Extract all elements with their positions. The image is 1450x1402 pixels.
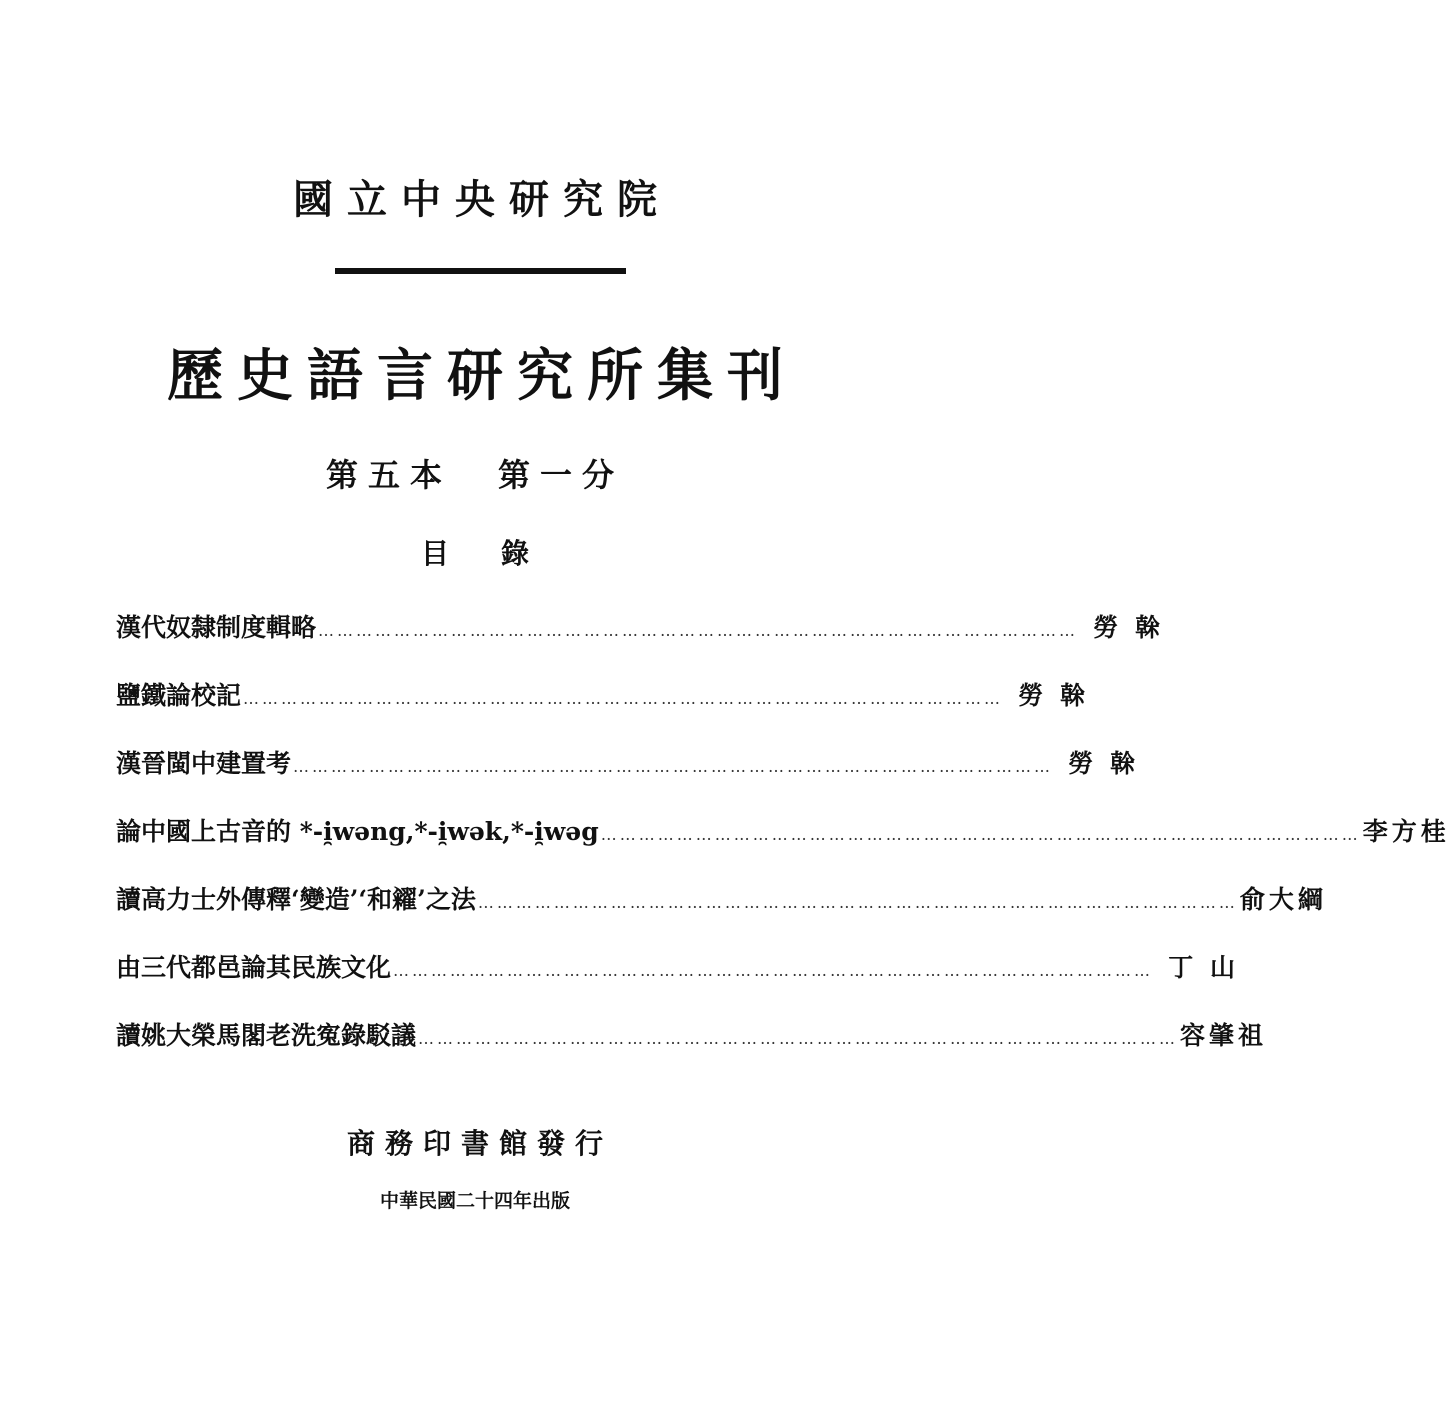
title-divider xyxy=(335,268,626,274)
toc-entry xyxy=(116,676,1090,744)
leader-dots: ………………………………………………………………………………………………………… xyxy=(600,825,1361,844)
toc-entry-title: 鹽鐵論校記 xyxy=(116,681,242,710)
toc-heading: 目錄 xyxy=(420,537,581,570)
toc-entry xyxy=(116,812,1450,880)
toc-entry-title: 讀姚大榮馬閣老洗寃錄駁議 xyxy=(116,1021,417,1050)
toc-entry xyxy=(116,608,1165,676)
publisher: 商務印書館發行 xyxy=(346,1127,613,1160)
volume-label: 第五本 xyxy=(325,456,452,494)
institution-name: 國立中央研究院 xyxy=(293,176,671,223)
toc-entry-author: 俞大綱 xyxy=(1239,885,1327,914)
toc-entry xyxy=(116,1016,1268,1084)
toc-entry-author: 李方桂 xyxy=(1362,817,1450,846)
leader-dots: ………………………………………………………………………………………………………… xyxy=(477,893,1238,912)
toc-entry-author: 容肇祖 xyxy=(1180,1021,1268,1050)
leader-dots: ………………………………………………………………………………………………………… xyxy=(243,689,1004,708)
leader-dots: ………………………………………………………………………………………………………… xyxy=(393,961,1154,980)
toc-entry-title: 讀高力士外傳釋‘變造’‘和糴’之法 xyxy=(116,885,476,914)
table-of-contents xyxy=(116,608,1450,1084)
toc-entry-title: 由三代都邑論其民族文化 xyxy=(116,953,392,982)
leader-dots: ………………………………………………………………………………………………………… xyxy=(318,621,1079,640)
toc-entry xyxy=(116,880,1327,948)
leader-dots: ………………………………………………………………………………………………………… xyxy=(418,1029,1179,1048)
part-label: 第一分 xyxy=(498,456,625,494)
toc-entry-title: 論中國上古音的 *-i̯wəng,*-i̯wək,*-i̯wəg xyxy=(116,817,599,846)
toc-entry xyxy=(116,744,1140,812)
toc-entry-author: 勞 榦 xyxy=(1068,749,1140,778)
toc-entry-author: 勞 榦 xyxy=(1018,681,1090,710)
toc-entry-title: 漢代奴隸制度輯略 xyxy=(116,613,317,642)
toc-entry-author: 勞 榦 xyxy=(1093,613,1165,642)
publish-date: 中華民國二十四年出版 xyxy=(379,1190,570,1212)
volume-line xyxy=(0,450,950,496)
leader-dots: ………………………………………………………………………………………………………… xyxy=(293,757,1054,776)
toc-entry xyxy=(116,948,1240,1016)
journal-title: 歷史語言研究所集刊 xyxy=(167,343,797,409)
toc-entry-title: 漢晉閩中建置考 xyxy=(116,749,292,778)
toc-entry-author: 丁 山 xyxy=(1168,953,1240,982)
